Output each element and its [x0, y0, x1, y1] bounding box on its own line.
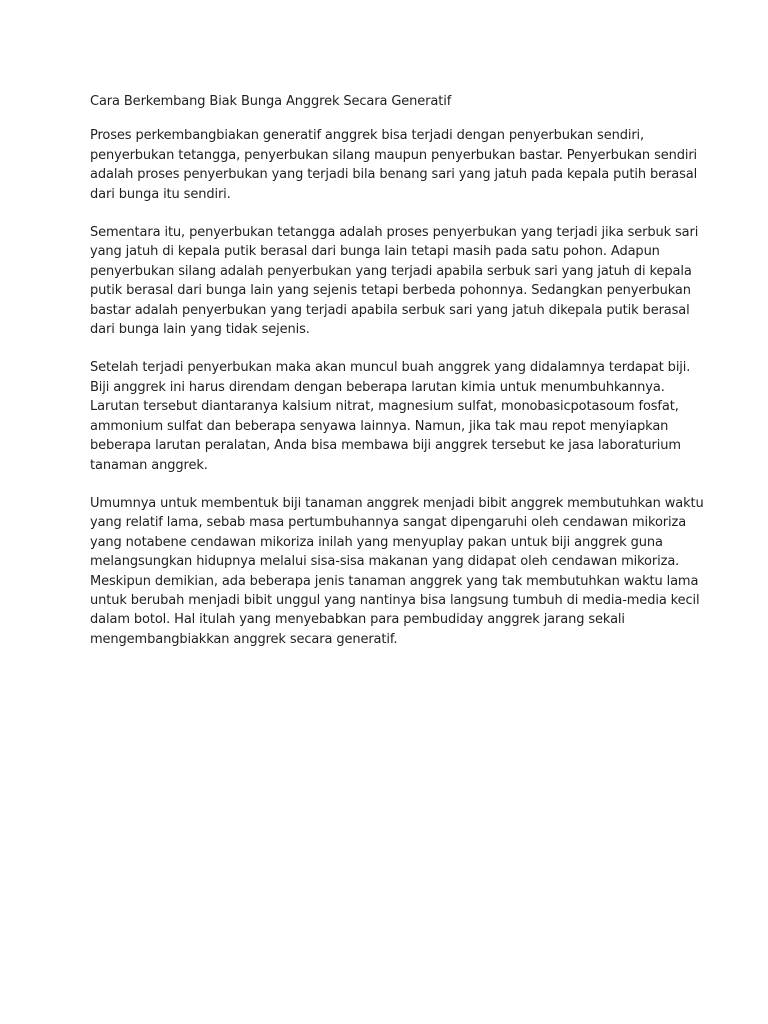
paragraph-4	[90, 494, 704, 649]
paragraph-line: bastar adalah penyerbukan yang terjadi apabila serbuk sari yang jatuh dikepala putik berasal	[90, 302, 690, 318]
paragraph-1	[90, 126, 698, 204]
document-body	[90, 92, 704, 668]
paragraph-line: untuk berubah menjadi bibit unggul yang nantinya bisa langsung tumbuh di media-media kecil	[90, 592, 700, 608]
paragraph-line: melangsungkan hidupnya melalui sisa-sisa makanan yang didapat oleh cendawan mikoriza.	[90, 554, 680, 570]
paragraph-line: penyerbukan tetangga, penyerbukan silang maupun penyerbukan bastar. Penyerbukan sendiri	[90, 147, 698, 163]
paragraph-3	[90, 358, 690, 474]
paragraph-line: mengembangbiakkan anggrek secara generatif.	[90, 631, 398, 647]
paragraph-line: Meskipun demikian, ada beberapa jenis tanaman anggrek yang tak membutuhkan waktu lama	[90, 573, 699, 589]
paragraph-line: Sementara itu, penyerbukan tetangga adalah proses penyerbukan yang terjadi jika serbuk sari	[90, 225, 699, 241]
paragraph-2	[90, 223, 699, 339]
paragraph-line: Proses perkembangbiakan generatif anggrek bisa terjadi dengan penyerbukan sendiri,	[90, 128, 645, 144]
paragraph-line: Umumnya untuk membentuk biji tanaman anggrek menjadi bibit anggrek membutuhkan waktu	[90, 495, 704, 511]
paragraph-line: tanaman anggrek.	[90, 457, 208, 473]
paragraph-line: yang jatuh di kepala putik berasal dari bunga lain tetapi masih pada satu pohon. Adapun	[90, 244, 660, 260]
paragraph-line: Setelah terjadi penyerbukan maka akan muncul buah anggrek yang didalamnya terdapat biji.	[90, 360, 691, 376]
paragraph-line: dalam botol. Hal itulah yang menyebabkan para pembudiday anggrek jarang sekali	[90, 612, 625, 628]
paragraph-line: ammonium sulfat dan beberapa senyawa lainnya. Namun, jika tak mau repot menyiapkan	[90, 418, 669, 434]
paragraph-line: putik berasal dari bunga lain yang sejenis tetapi berbeda pohonnya. Sedangkan penyerbukan	[90, 283, 691, 299]
paragraph-line: penyerbukan silang adalah penyerbukan yang terjadi apabila serbuk sari yang jatuh di kepala	[90, 263, 692, 279]
document-title: Cara Berkembang Biak Bunga Anggrek Secara Generatif	[90, 94, 452, 109]
paragraph-line: Larutan tersebut diantaranya kalsium nitrat, magnesium sulfat, monobasicpotasoum fosfat,	[90, 399, 679, 415]
paragraph-line: Biji anggrek ini harus direndam dengan beberapa larutan kimia untuk menumbuhkannya.	[90, 379, 665, 395]
paragraph-line: yang relatif lama, sebab masa pertumbuhannya sangat dipengaruhi oleh cendawan mikoriza	[90, 515, 687, 531]
paragraph-line: yang notabene cendawan mikoriza inilah yang menyuplay pakan untuk biji anggrek guna	[90, 534, 663, 550]
paragraph-line: dari bunga lain yang tidak sejenis.	[90, 322, 310, 338]
paragraph-line: adalah proses penyerbukan yang terjadi bila benang sari yang jatuh pada kepala putih berasal	[90, 167, 698, 183]
paragraph-line: beberapa larutan peralatan, Anda bisa membawa biji anggrek tersebut ke jasa laboraturium	[90, 438, 681, 454]
paragraph-line: dari bunga itu sendiri.	[90, 186, 231, 202]
